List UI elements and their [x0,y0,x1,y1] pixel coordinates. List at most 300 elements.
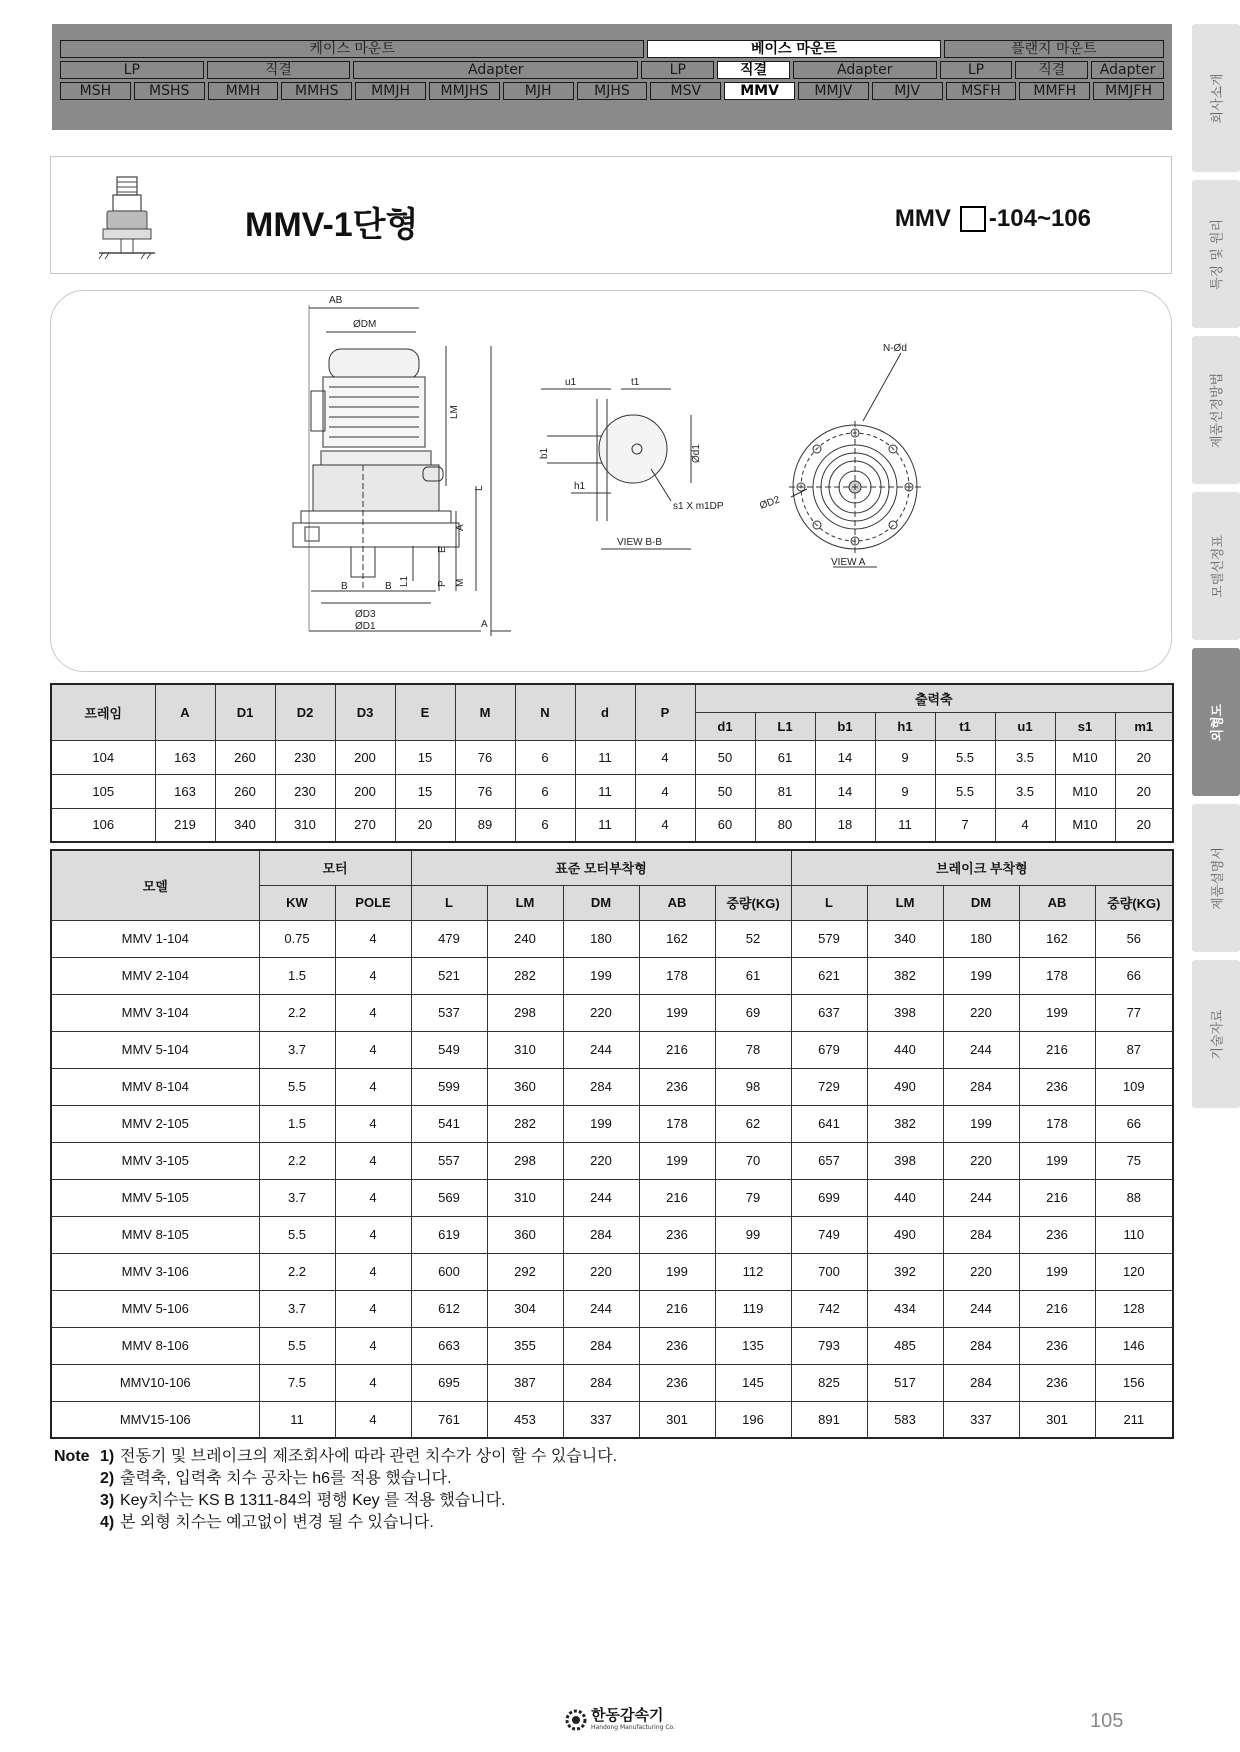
note-text: 본 외형 치수는 예고없이 변경 될 수 있습니다. [120,1514,434,1531]
table-cell: 199 [639,1253,715,1290]
table-cell: 178 [1019,1105,1095,1142]
label-d1-shaft: Ød1 [691,444,702,463]
table-row [51,1364,1173,1401]
table-cell: 180 [563,920,639,957]
nav-item-row3-2[interactable]: MMH [208,82,279,100]
table-cell: 382 [867,1105,943,1142]
table-cell: MMV 2-105 [51,1105,259,1142]
spec-subheader-1: L1 [755,712,815,740]
side-tab-label: 기술자료 [1210,1008,1226,1060]
table-cell: 4 [335,1216,411,1253]
table-cell: 79 [715,1179,791,1216]
table-cell: 66 [1095,1105,1173,1142]
label-u1: u1 [565,377,577,388]
model-subheader-1: POLE [335,885,411,920]
table-cell: 128 [1095,1290,1173,1327]
side-tab-6[interactable] [1192,960,1240,1108]
side-tab-label: 제품설명서 [1210,846,1226,910]
table-cell: 284 [563,1216,639,1253]
table-cell: 199 [563,957,639,994]
side-tab-label: 외형도 [1210,703,1226,741]
model-subheader-4: DM [563,885,639,920]
footer-logo [565,1708,675,1731]
table-cell: 621 [791,957,867,994]
table-cell: 284 [563,1068,639,1105]
table-cell: 196 [715,1401,791,1438]
table-cell: 5.5 [259,1216,335,1253]
note-label: Note [54,1448,90,1465]
table-row [51,994,1173,1031]
nav-item-row3-10[interactable]: MMJV [798,82,869,100]
table-cell: 109 [1095,1068,1173,1105]
table-cell: 284 [563,1364,639,1401]
table-cell: 178 [639,957,715,994]
table-cell: 216 [1019,1031,1095,1068]
table-cell: 2.2 [259,1253,335,1290]
table-cell: 3.5 [995,740,1055,774]
table-cell: 110 [1095,1216,1173,1253]
company-name: 한동감속기 [591,1707,664,1724]
table-cell: 761 [411,1401,487,1438]
table-cell: 6 [515,774,575,808]
label-m: M [455,578,466,587]
spec-header-0: 프레임 [51,684,155,740]
table-cell: 162 [1019,920,1095,957]
nav-item-row2-6[interactable]: LP [940,61,1013,79]
table-cell: 199 [943,957,1019,994]
table-cell: 6 [515,740,575,774]
table-cell: MMV 5-106 [51,1290,259,1327]
model-code-prefix: MMV [894,205,951,232]
table-cell: 145 [715,1364,791,1401]
side-tab-4[interactable] [1192,648,1240,796]
table-cell: 4 [335,1031,411,1068]
table-cell: 199 [563,1105,639,1142]
table-cell: 292 [487,1253,563,1290]
table-cell: 220 [943,994,1019,1031]
table-cell: 583 [867,1401,943,1438]
table-cell: 337 [943,1401,1019,1438]
table-cell: 156 [1095,1364,1173,1401]
table-cell: 104 [51,740,155,774]
nav-row-type [60,61,1164,79]
nav-item-row3-12[interactable]: MSFH [946,82,1017,100]
table-cell: 199 [1019,1253,1095,1290]
spec-subheader-2: b1 [815,712,875,740]
table-cell: 89 [455,808,515,842]
table-cell: 284 [563,1327,639,1364]
table-cell: 260 [215,740,275,774]
table-cell: 4 [635,808,695,842]
table-cell: 541 [411,1105,487,1142]
model-subheader-8: LM [867,885,943,920]
table-row [51,1105,1173,1142]
table-cell: 11 [575,774,635,808]
table-cell: 4 [995,808,1055,842]
table-cell: 657 [791,1142,867,1179]
model-table-body [51,920,1173,1438]
nav-item-row2-0[interactable]: LP [60,61,204,79]
flange-view [789,353,921,567]
side-tab-2[interactable] [1192,336,1240,484]
table-cell: 244 [943,1179,1019,1216]
table-cell: 9 [875,774,935,808]
table-cell: 236 [1019,1216,1095,1253]
category-nav [52,24,1172,130]
note-number: 4) [100,1514,115,1531]
side-tab-label: 제품선정방법 [1210,372,1226,448]
table-cell: 310 [487,1179,563,1216]
table-cell: 3.5 [995,774,1055,808]
table-cell: MMV 5-104 [51,1031,259,1068]
table-cell: 236 [1019,1327,1095,1364]
table-cell: 891 [791,1401,867,1438]
model-subheader-7: L [791,885,867,920]
table-cell: 282 [487,957,563,994]
model-subheader-2: L [411,885,487,920]
table-cell: 4 [635,740,695,774]
spec-header-7: N [515,684,575,740]
table-cell: 5.5 [259,1068,335,1105]
table-cell: 61 [755,740,815,774]
dimension-drawing [50,290,1172,672]
table-cell: 76 [455,740,515,774]
table-cell: 199 [639,994,715,1031]
table-cell: 4 [335,920,411,957]
table-cell: 163 [155,740,215,774]
table-cell: 549 [411,1031,487,1068]
nav-item-row1-0[interactable]: 케이스 마운트 [60,40,644,58]
label-nd: N-Ød [883,343,907,354]
notes [54,1446,617,1534]
table-cell: 56 [1095,920,1173,957]
table-cell: MMV 8-104 [51,1068,259,1105]
frame-table-header [51,684,1173,740]
table-cell: 216 [1019,1290,1095,1327]
side-tab-1[interactable] [1192,180,1240,328]
table-cell: 1.5 [259,1105,335,1142]
nav-item-row3-11[interactable]: MJV [872,82,943,100]
label-e: E [437,546,448,553]
table-row [51,1290,1173,1327]
table-cell: 600 [411,1253,487,1290]
table-cell: M10 [1055,808,1115,842]
table-cell: 340 [215,808,275,842]
table-cell: MMV 5-105 [51,1179,259,1216]
nav-item-row2-1[interactable]: 직결 [207,61,351,79]
table-cell: 4 [335,1290,411,1327]
table-cell: 749 [791,1216,867,1253]
nav-item-row3-9[interactable]: MMV [724,82,795,100]
table-cell: M10 [1055,740,1115,774]
table-cell: 62 [715,1105,791,1142]
nav-item-row2-4[interactable]: 직결 [717,61,790,79]
nav-item-row3-7[interactable]: MJHS [577,82,648,100]
table-cell: 301 [1019,1401,1095,1438]
nav-item-row1-2[interactable]: 플랜지 마운트 [944,40,1164,58]
table-cell: 98 [715,1068,791,1105]
table-cell: 695 [411,1364,487,1401]
spec-subheader-3: h1 [875,712,935,740]
nav-item-row2-2[interactable]: Adapter [353,61,638,79]
table-cell: MMV15-106 [51,1401,259,1438]
table-cell: 360 [487,1068,563,1105]
table-cell: 599 [411,1068,487,1105]
side-tab-5[interactable] [1192,804,1240,952]
table-cell: 7.5 [259,1364,335,1401]
table-row [51,1401,1173,1438]
table-cell: 11 [575,808,635,842]
label-view-a: VIEW A [831,557,866,568]
table-cell: 3.7 [259,1031,335,1068]
table-cell: 199 [1019,1142,1095,1179]
nav-item-row3-6[interactable]: MJH [503,82,574,100]
label-l: L [474,485,485,491]
table-cell: 146 [1095,1327,1173,1364]
table-cell: 244 [943,1290,1019,1327]
note-text: 전동기 및 브레이크의 제조회사에 따라 관련 치수가 상이 할 수 있습니다. [120,1448,618,1465]
nav-item-row3-14[interactable]: MMJFH [1093,82,1164,100]
table-cell: 310 [275,808,335,842]
flange-view-labels [758,343,907,568]
nav-item-row2-3[interactable]: LP [641,61,714,79]
table-cell: 521 [411,957,487,994]
label-lm: LM [449,405,460,419]
table-cell: 360 [487,1216,563,1253]
table-cell: 14 [815,740,875,774]
page-title: MMV-1단형 [245,206,419,244]
table-row [51,1253,1173,1290]
frame-dimension-table [50,683,1174,843]
label-p: P [437,580,448,587]
model-subheader-3: LM [487,885,563,920]
table-row [51,774,1173,808]
table-cell: 4 [335,1105,411,1142]
table-cell: 5.5 [935,774,995,808]
table-cell: 4 [335,1401,411,1438]
table-cell: 61 [715,957,791,994]
note-number: 1) [100,1448,115,1465]
table-cell: 663 [411,1327,487,1364]
label-ab: AB [329,295,343,306]
label-a-bottom: A [481,619,488,630]
table-cell: 398 [867,1142,943,1179]
table-cell: 20 [1115,774,1173,808]
table-cell: 178 [639,1105,715,1142]
spec-header-8: d [575,684,635,740]
table-cell: 50 [695,740,755,774]
table-cell: 298 [487,1142,563,1179]
table-cell: 20 [1115,740,1173,774]
side-tab-3[interactable] [1192,492,1240,640]
table-cell: 619 [411,1216,487,1253]
spec-subheader-5: u1 [995,712,1055,740]
table-cell: 479 [411,920,487,957]
table-cell: 199 [639,1142,715,1179]
note-line [54,1512,617,1534]
table-cell: 382 [867,957,943,994]
title-box [50,156,1172,274]
note-line [54,1490,617,1512]
model-subheader-9: DM [943,885,1019,920]
label-view-bb: VIEW B-B [617,537,663,548]
table-cell: 18 [815,808,875,842]
nav-item-row1-1[interactable]: 베이스 마운트 [647,40,940,58]
spec-header-1: A [155,684,215,740]
table-cell: 236 [639,1327,715,1364]
table-cell: 162 [639,920,715,957]
table-cell: 163 [155,774,215,808]
table-cell: 15 [395,774,455,808]
note-line [54,1446,617,1468]
nav-row-model [60,82,1164,100]
table-cell: 4 [335,994,411,1031]
table-cell: 260 [215,774,275,808]
model-code-suffix: -104~106 [988,205,1091,232]
note-label [54,1490,100,1512]
table-cell: MMV 8-106 [51,1327,259,1364]
table-cell: 5.5 [935,740,995,774]
table-cell: 119 [715,1290,791,1327]
model-subheader-0: KW [259,885,335,920]
table-cell: 230 [275,774,335,808]
company-logo-icon [565,1709,587,1731]
table-cell: 569 [411,1179,487,1216]
page-number: 105 [1090,1710,1124,1732]
side-tab-label: 특징 및 원리 [1210,218,1226,290]
model-subheader-10: AB [1019,885,1095,920]
table-cell: 284 [943,1327,1019,1364]
table-cell: 199 [943,1105,1019,1142]
table-cell: 4 [335,1068,411,1105]
spec-header-2: D1 [215,684,275,740]
table-cell: 199 [1019,994,1095,1031]
spec-subheader-6: s1 [1055,712,1115,740]
table-cell: 11 [875,808,935,842]
model-table-header [51,850,1173,920]
spec-header-6: M [455,684,515,740]
label-d2: ØD2 [758,494,782,512]
nav-item-row3-8[interactable]: MSV [650,82,721,100]
table-cell: 637 [791,994,867,1031]
table-cell: 557 [411,1142,487,1179]
nav-item-row2-5[interactable]: Adapter [793,61,937,79]
label-d1: ØD1 [355,621,376,632]
table-cell: 244 [563,1290,639,1327]
table-cell: 244 [563,1179,639,1216]
table-cell: 742 [791,1290,867,1327]
note-text: Key치수는 KS B 1311-84의 평행 Key 를 적용 했습니다. [120,1492,506,1509]
table-cell: 20 [1115,808,1173,842]
gear-motor-icon [95,173,159,261]
nav-item-row3-13[interactable]: MMFH [1019,82,1090,100]
label-key: s1 X m1DP [673,501,724,512]
nav-item-row3-5[interactable]: MMJHS [429,82,500,100]
table-cell: 337 [563,1401,639,1438]
model-subheader-11: 중량(KG) [1095,885,1173,920]
table-cell: 537 [411,994,487,1031]
table-cell: 200 [335,740,395,774]
table-cell: 11 [575,740,635,774]
label-d3: ØD3 [355,609,376,620]
table-cell: 15 [395,740,455,774]
table-row [51,1068,1173,1105]
table-cell: 236 [639,1364,715,1401]
nav-item-row3-3[interactable]: MMHS [281,82,352,100]
table-cell: 20 [395,808,455,842]
side-tab-label: 회사소개 [1210,72,1226,124]
table-cell: MMV 2-104 [51,957,259,994]
table-cell: 4 [335,1179,411,1216]
table-cell: 216 [639,1290,715,1327]
frame-table-body [51,740,1173,842]
table-cell: 60 [695,808,755,842]
table-cell: M10 [1055,774,1115,808]
table-cell: 87 [1095,1031,1173,1068]
table-cell: 398 [867,994,943,1031]
note-text: 출력축, 입력축 치수 공차는 h6를 적용 했습니다. [120,1470,452,1487]
side-tab-0[interactable] [1192,24,1240,172]
table-row [51,740,1173,774]
table-cell: 485 [867,1327,943,1364]
shaft-section-view [541,389,691,549]
table-row [51,1327,1173,1364]
label-t1: t1 [631,377,640,388]
nav-item-row2-8[interactable]: Adapter [1091,61,1164,79]
spec-header-9: P [635,684,695,740]
table-row [51,808,1173,842]
table-cell: MMV 3-105 [51,1142,259,1179]
table-cell: 4 [335,1142,411,1179]
nav-item-row3-1[interactable]: MSHS [134,82,205,100]
table-cell: 387 [487,1364,563,1401]
table-cell: 105 [51,774,155,808]
table-cell: 355 [487,1327,563,1364]
spec-subheader-4: t1 [935,712,995,740]
table-cell: 219 [155,808,215,842]
table-cell: 135 [715,1327,791,1364]
table-cell: 440 [867,1031,943,1068]
table-cell: 76 [455,774,515,808]
table-cell: 220 [943,1142,1019,1179]
table-cell: 699 [791,1179,867,1216]
table-cell: 230 [275,740,335,774]
table-cell: MMV 3-106 [51,1253,259,1290]
table-cell: 216 [639,1179,715,1216]
table-cell: MMV 8-105 [51,1216,259,1253]
table-cell: MMV 1-104 [51,920,259,957]
table-row [51,920,1173,957]
table-cell: 392 [867,1253,943,1290]
table-cell: 80 [755,808,815,842]
model-code [895,205,1091,233]
table-cell: 453 [487,1401,563,1438]
table-cell: 88 [1095,1179,1173,1216]
nav-item-row2-7[interactable]: 직결 [1015,61,1088,79]
table-cell: 106 [51,808,155,842]
note-label [54,1468,100,1490]
table-cell: 284 [943,1364,1019,1401]
nav-item-row3-4[interactable]: MMJH [355,82,426,100]
table-cell: 2.2 [259,1142,335,1179]
table-cell: 793 [791,1327,867,1364]
nav-item-row3-0[interactable]: MSH [60,82,131,100]
table-cell: 240 [487,920,563,957]
table-cell: 178 [1019,957,1095,994]
table-cell: MMV 3-104 [51,994,259,1031]
table-cell: 612 [411,1290,487,1327]
table-cell: MMV10-106 [51,1364,259,1401]
